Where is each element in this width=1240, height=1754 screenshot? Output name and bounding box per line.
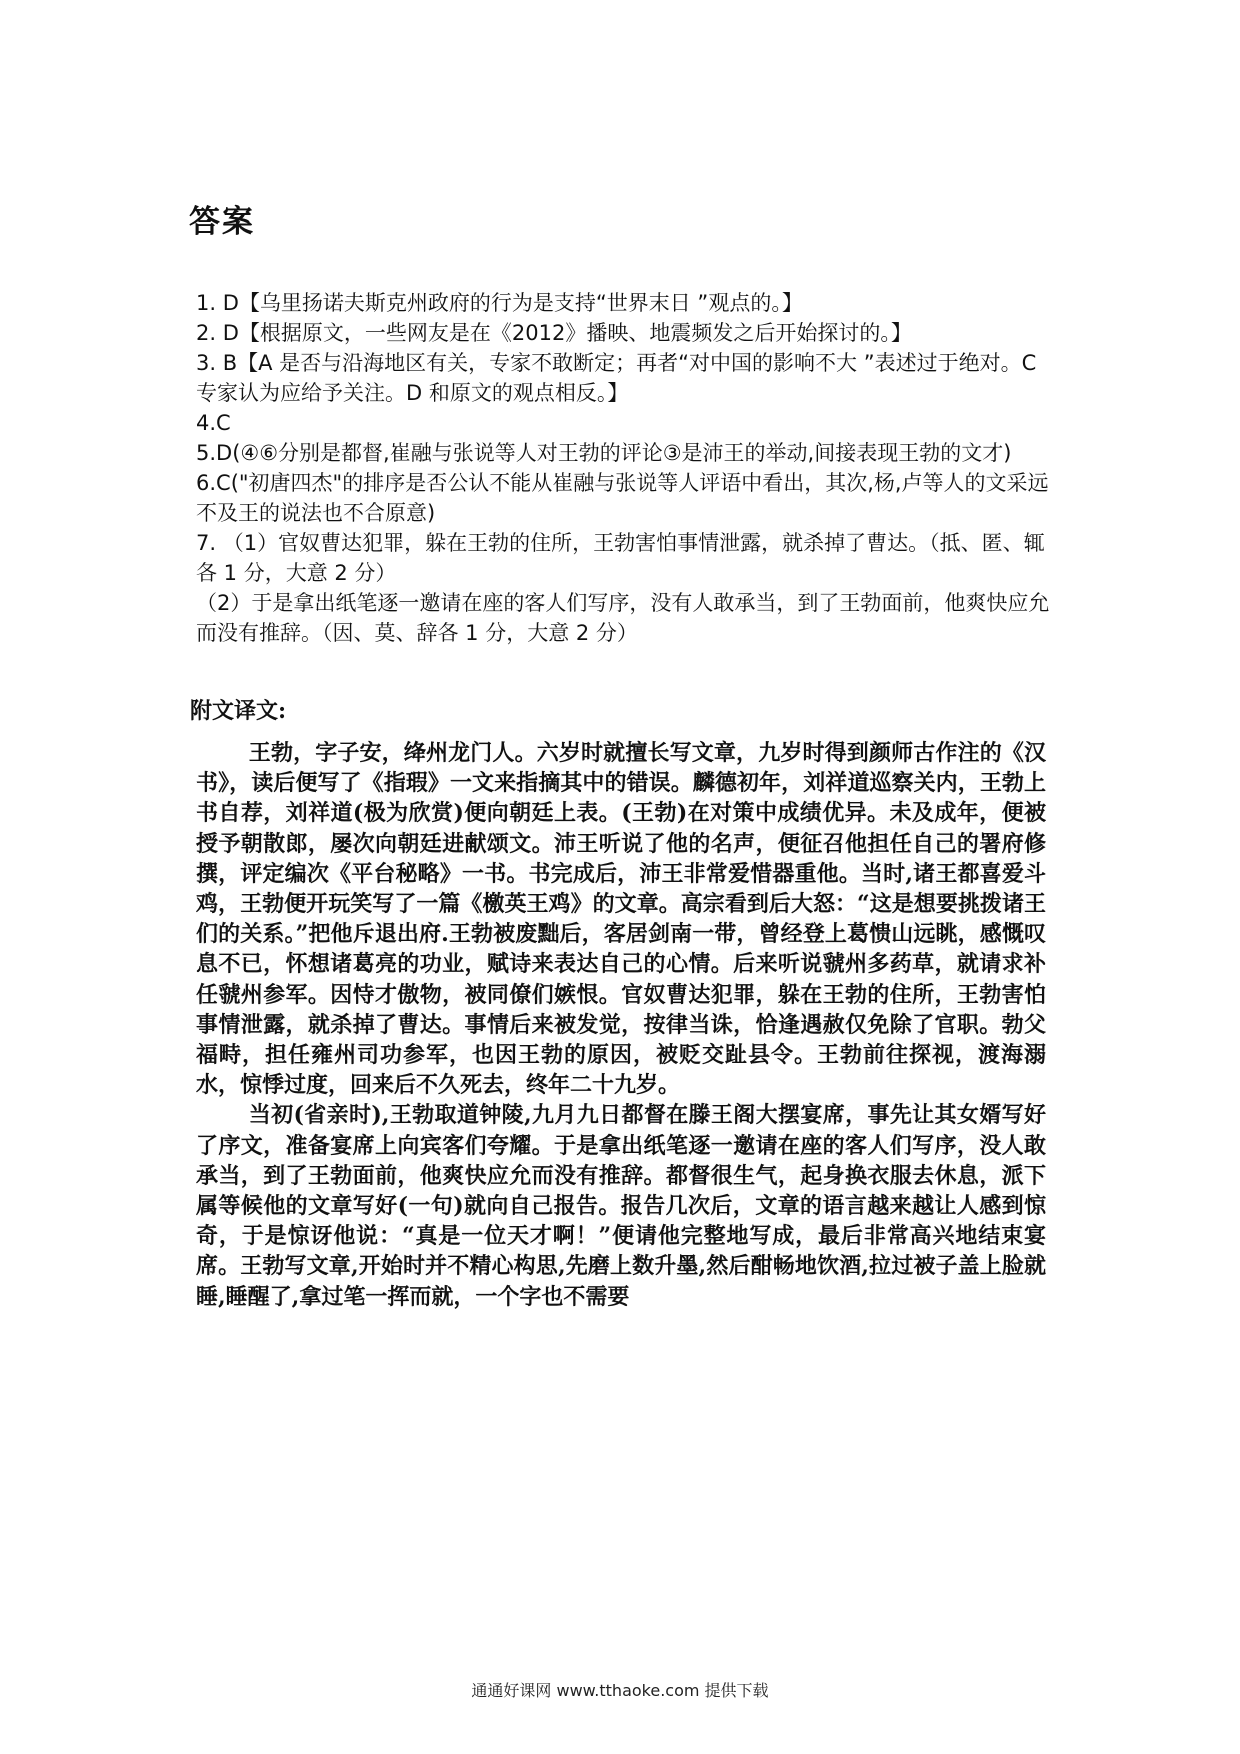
- translation-paragraph: 王勃，字子安，绛州龙门人。六岁时就擅长写文章，九岁时得到颜师古作注的《汉书》，读后便写了《指瑕》一文来指摘其中的错误。麟德初年，刘祥道巡察关内，王勃上书自荐，刘祥道(极为欣赏)便向朝廷上表。(王勃)在对策中成绩优异。未及成年，便被授予朝散郎，屡次向朝廷进献颂文。沛王听说了他的名声，便征召他担任自己的署府修撰，评定编次《平台秘略》一书。书完成后，沛王非常爱惜器重他。当时,诸王都喜爱斗鸡，王勃便开玩笑写了一篇《檄英王鸡》的文章。高宗看到后大怒：“这是想要挑拨诸王们的关系。”把他斥退出府.王勃被废黜后，客居剑南一带，曾经登上葛愦山远眺，感慨叹息不已，怀想诸葛亮的功业，赋诗来表达自己的心情。后来听说虢州多药草，就请求补任虢州参军。因恃才傲物，被同僚们嫉恨。官奴曹达犯罪，躲在王勃的住所，王勃害怕事情泄露，就杀掉了曹达。事情后来被发觉，按律当诛，恰逢遇赦仅免除了官职。勃父福畤，担任雍州司功参军，也因王勃的原因，被贬交趾县令。王勃前往探视，渡海溺水，惊悸过度，回来后不久死去，终年二十九岁。: [196, 740, 1046, 1099]
- translation-heading: 附文译文:: [190, 698, 287, 724]
- answer-item-5: 5.D(④⑥分别是都督,崔融与张说等人对王勃的评论③是沛王的举动,间接表现王勃的文才): [196, 441, 1012, 465]
- translation-body: [196, 738, 1046, 1312]
- answer-item-7-1: 7. （1）官奴曹达犯罪，躲在王勃的住所，王勃害怕事情泄露，就杀掉了曹达。（抵、匿、辄各 1 分，大意 2 分）: [196, 531, 1045, 585]
- page-title: 答案: [189, 204, 255, 240]
- answer-item-3: 3. B【A 是否与沿海地区有关，专家不敢断定；再者“对中国的影响不大 ”表述过于绝对。C 专家认为应给予关注。D 和原文的观点相反。】: [196, 351, 1037, 405]
- answer-list: [196, 288, 1056, 648]
- answer-item-4: 4.C: [196, 411, 231, 435]
- answer-item-1: 1. D【乌里扬诺夫斯克州政府的行为是支持“世界末日 ”观点的。】: [196, 291, 803, 315]
- answer-item-6: 6.C("初唐四杰"的排序是否公认不能从崔融与张说等人评语中看出，其次,杨,卢等人的文采远不及王的说法也不合原意): [196, 471, 1049, 525]
- answer-item-2: 2. D【根据原文，一些网友是在《2012》播映、地震频发之后开始探讨的。】: [196, 321, 912, 345]
- answer-item-7-2: （2）于是拿出纸笔逐一邀请在座的客人们写序，没有人敢承当，到了王勃面前，他爽快应允而没有推辞。（因、莫、辞各 1 分，大意 2 分）: [196, 591, 1050, 645]
- translation-paragraph: 当初(省亲时),王勃取道钟陵,九月九日都督在滕王阁大摆宴席，事先让其女婿写好了序文，准备宴席上向宾客们夸耀。于是拿出纸笔逐一邀请在座的客人们写序，没人敢承当，到了王勃面前，他爽快应允而没有推辞。都督很生气，起身换衣服去休息，派下属等候他的文章写好(一句)就向自己报告。报告几次后，文章的语言越来越让人感到惊奇，于是惊讶他说：“真是一位天才啊！”便请他完整地写成，最后非常高兴地结束宴席。王勃写文章,开始时并不精心构思,先磨上数升墨,然后酣畅地饮酒,拉过被子盖上脸就睡,睡醒了,拿过笔一挥而就，一个字也不需要: [196, 1102, 1046, 1310]
- page-footer: 通通好课网 www.tthaoke.com 提供下载: [471, 1681, 769, 1700]
